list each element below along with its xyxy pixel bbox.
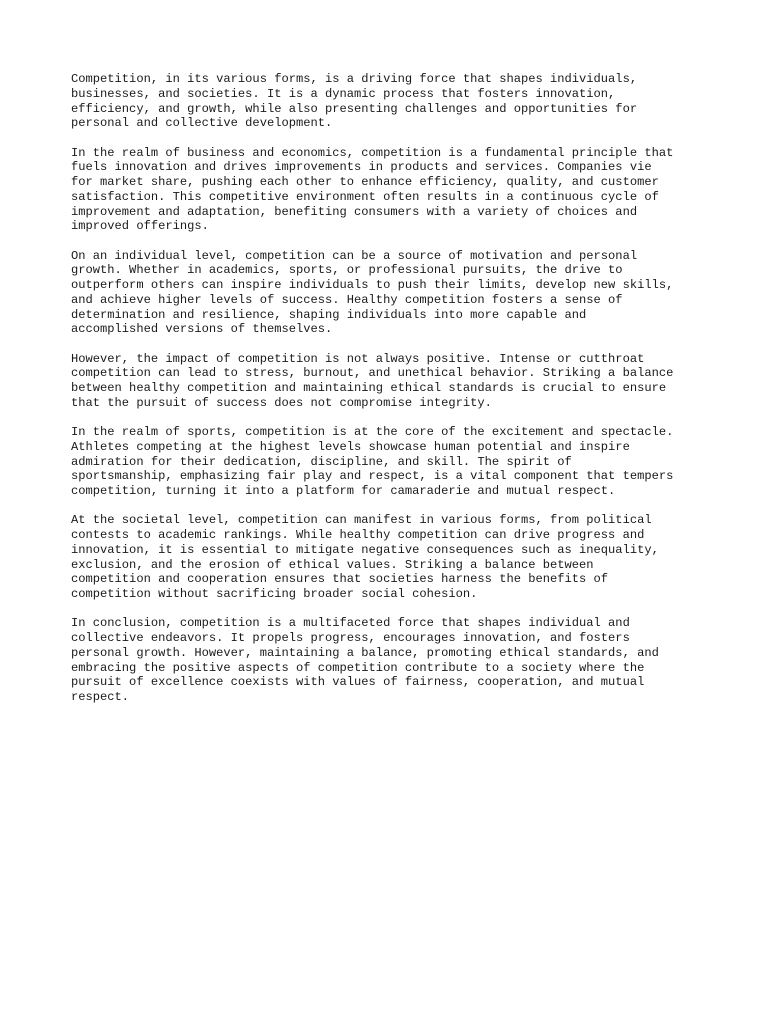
paragraph-individual: On an individual level, competition can be a source of motivation and personal growth. Whether in academics, sports, or professional pursuits, the drive to outperform others can inspire individuals to push their limits, develop new skills, and achieve higher levels of success. Healthy competition fosters a sense of determination and resilience, shaping individuals into more capable and accomplished versions of themselves. <box>71 248 674 337</box>
paragraph-societal: At the societal level, competition can manifest in various forms, from political contests to academic rankings. While healthy competition can drive progress and innovation, it is essential to mitigate negative consequences such as inequality, exclusion, and the erosion of ethical values. Striking a balance between competition and cooperation ensures that societies harness the benefits of competition without sacrificing broader social cohesion. <box>71 513 659 601</box>
paragraph-intro: Competition, in its various forms, is a driving force that shapes individuals, businesses, and societies. It is a dynamic process that fosters innovation, efficiency, and growth, while also presenting challenges and opportunities for personal and collective development. <box>71 72 638 131</box>
paragraph-business: In the realm of business and economics, competition is a fundamental principle that fuels innovation and drives improvements in products and services. Companies vie for market share, pushing each other to enhance efficiency, quality, and customer satisfaction. This competitive environment often results in a continuous cycle of improvement and adaptation, benefiting consumers with a variety of choices and improved offerings. <box>71 145 674 234</box>
document-body <box>71 72 711 719</box>
paragraph-conclusion: In conclusion, competition is a multifaceted force that shapes individual and collective endeavors. It propels progress, encourages innovation, and fosters personal growth. However, maintaining a balance, promoting ethical standards, and embracing the positive aspects of competition contribute to a society where the pursuit of excellence coexists with values of fairness, cooperation, and mutual respect. <box>71 616 659 704</box>
paragraph-negative-impact: However, the impact of competition is not always positive. Intense or cutthroat competition can lead to stress, burnout, and unethical behavior. Striking a balance between healthy competition and maintaining ethical standards is crucial to ensure that the pursuit of success does not compromise integrity. <box>71 351 674 410</box>
paragraph-sports: In the realm of sports, competition is at the core of the excitement and spectacle. Athletes competing at the highest levels showcase human potential and inspire admiration for their dedication, discipline, and skill. The spirit of sportsmanship, emphasizing fair play and respect, is a vital component that tempers competition, turning it into a platform for camaraderie and mutual respect. <box>71 425 674 498</box>
